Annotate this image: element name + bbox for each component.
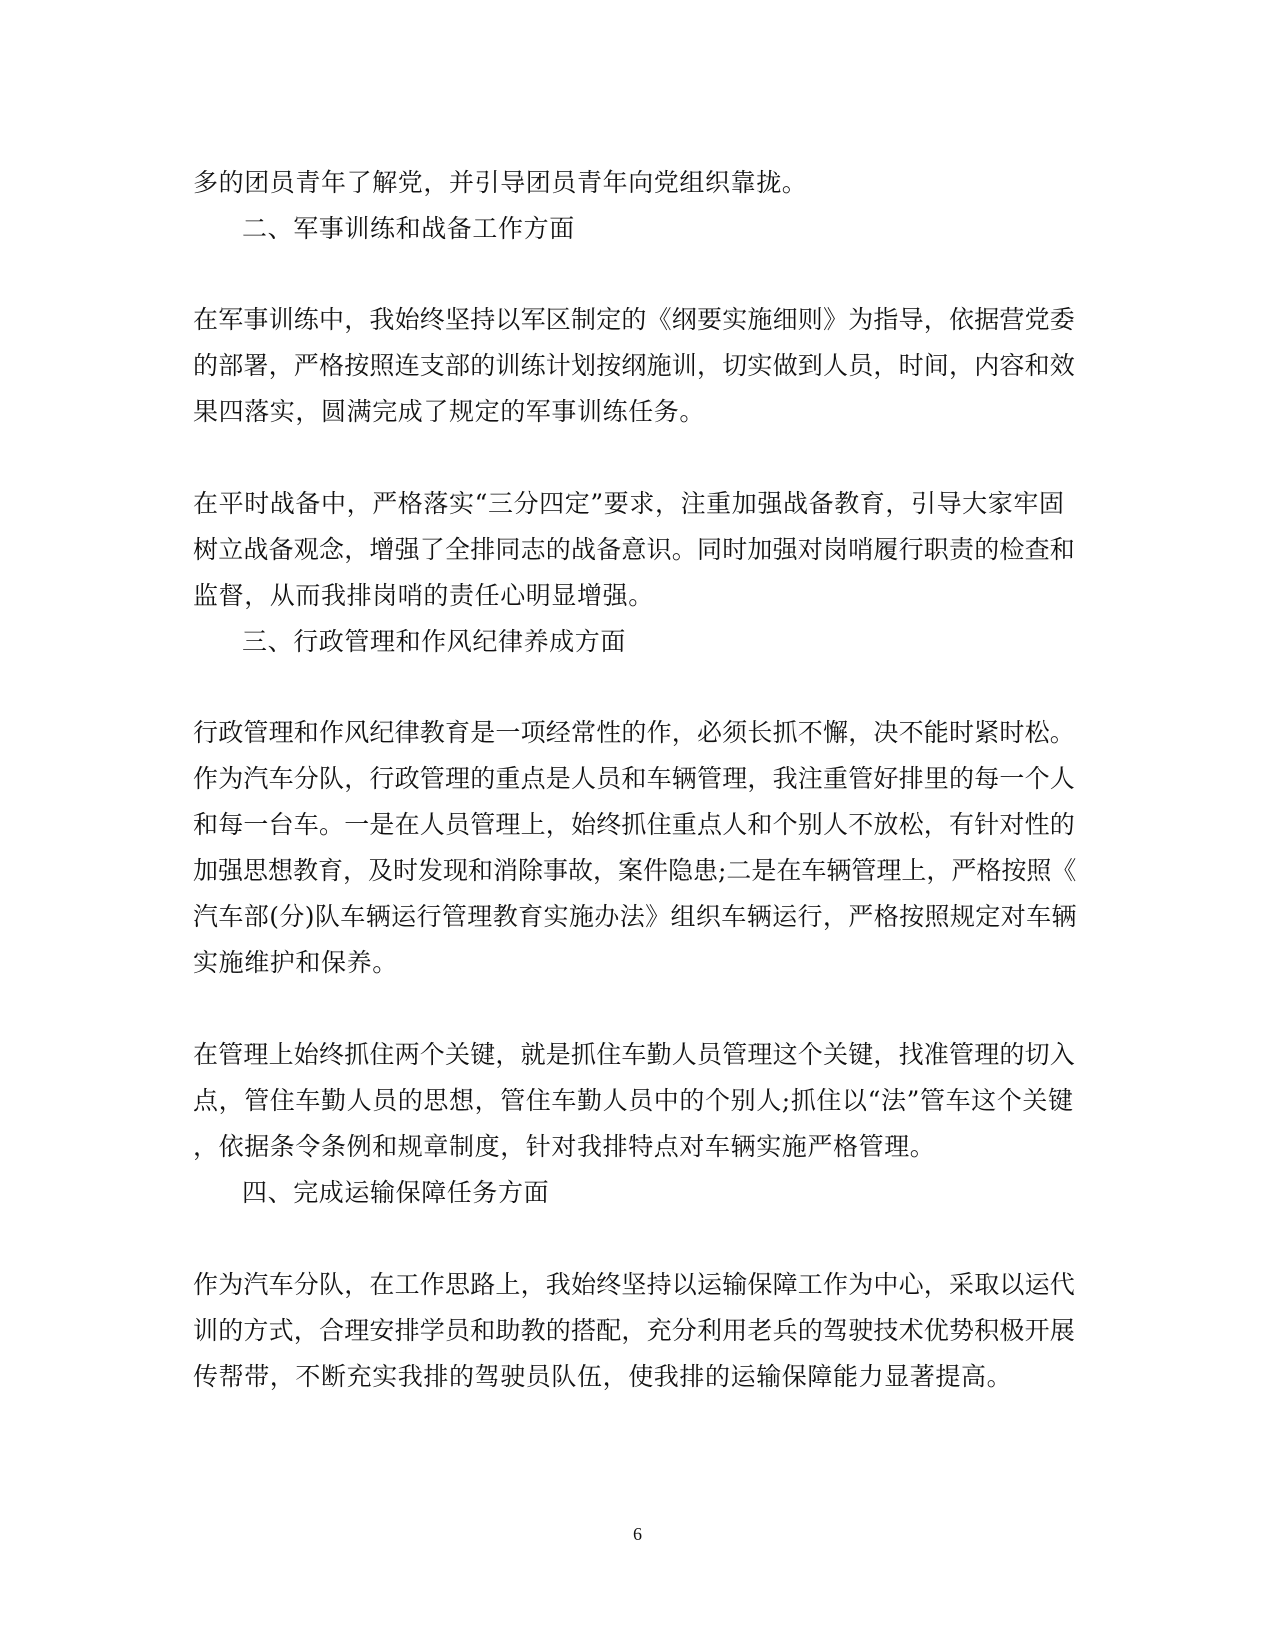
text-line: 在平时战备中，严格落实“三分四定”要求，注重加强战备教育，引导大家牢固 (193, 489, 1065, 518)
text-line: 作为汽车分队，行政管理的重点是人员和车辆管理，我注重管好排里的每一个人 (193, 764, 1076, 793)
text-line: 树立战备观念，增强了全排同志的战备意识。同时加强对岗哨履行职责的检查和 (193, 535, 1076, 564)
text-line: 实施维护和保养。 (193, 948, 398, 977)
text-line: 点，管住车勤人员的思想，管住车勤人员中的个别人;抓住以“法”管车这个关键 (193, 1086, 1074, 1115)
text-line: 传帮带，不断充实我排的驾驶员队伍，使我排的运输保障能力显著提高。 (193, 1362, 1013, 1391)
text-line: 加强思想教育，及时发现和消除事故，案件隐患;二是在车辆管理上，严格按照《 (193, 856, 1077, 885)
text-line: 汽车部(分)队车辆运行管理教育实施办法》组织车辆运行，严格按照规定对车辆 (193, 902, 1077, 931)
text-line: 的部署，严格按照连支部的训练计划按纲施训，切实做到人员，时间，内容和效 (193, 351, 1076, 380)
text-line: 监督，从而我排岗哨的责任心明显增强。 (193, 581, 654, 610)
text-line: 训的方式，合理安排学员和助教的搭配，充分利用老兵的驾驶技术优势积极开展 (193, 1316, 1076, 1345)
page-number: 6 (633, 1524, 642, 1544)
text-line: 行政管理和作风纪律教育是一项经常性的作，必须长抓不懈，决不能时紧时松。 (193, 718, 1076, 747)
text-line: 在管理上始终抓住两个关键，就是抓住车勤人员管理这个关键，找准管理的切入 (193, 1040, 1076, 1069)
text-line: 在军事训练中，我始终坚持以军区制定的《纲要实施细则》为指导，依据营党委 (193, 305, 1076, 334)
text-line: 多的团员青年了解党，并引导团员青年向党组织靠拢。 (193, 168, 808, 197)
section-heading: 四、完成运输保障任务方面 (242, 1178, 550, 1207)
text-line: 作为汽车分队，在工作思路上，我始终坚持以运输保障工作为中心，采取以运代 (193, 1270, 1076, 1299)
text-line: ，依据条令条例和规章制度，针对我排特点对车辆实施严格管理。 (193, 1132, 936, 1161)
section-heading: 三、行政管理和作风纪律养成方面 (242, 627, 627, 656)
text-line: 果四落实，圆满完成了规定的军事训练任务。 (193, 397, 706, 426)
section-heading: 二、军事训练和战备工作方面 (242, 214, 575, 243)
text-line: 和每一台车。一是在人员管理上，始终抓住重点人和个别人不放松，有针对性的 (193, 810, 1076, 839)
